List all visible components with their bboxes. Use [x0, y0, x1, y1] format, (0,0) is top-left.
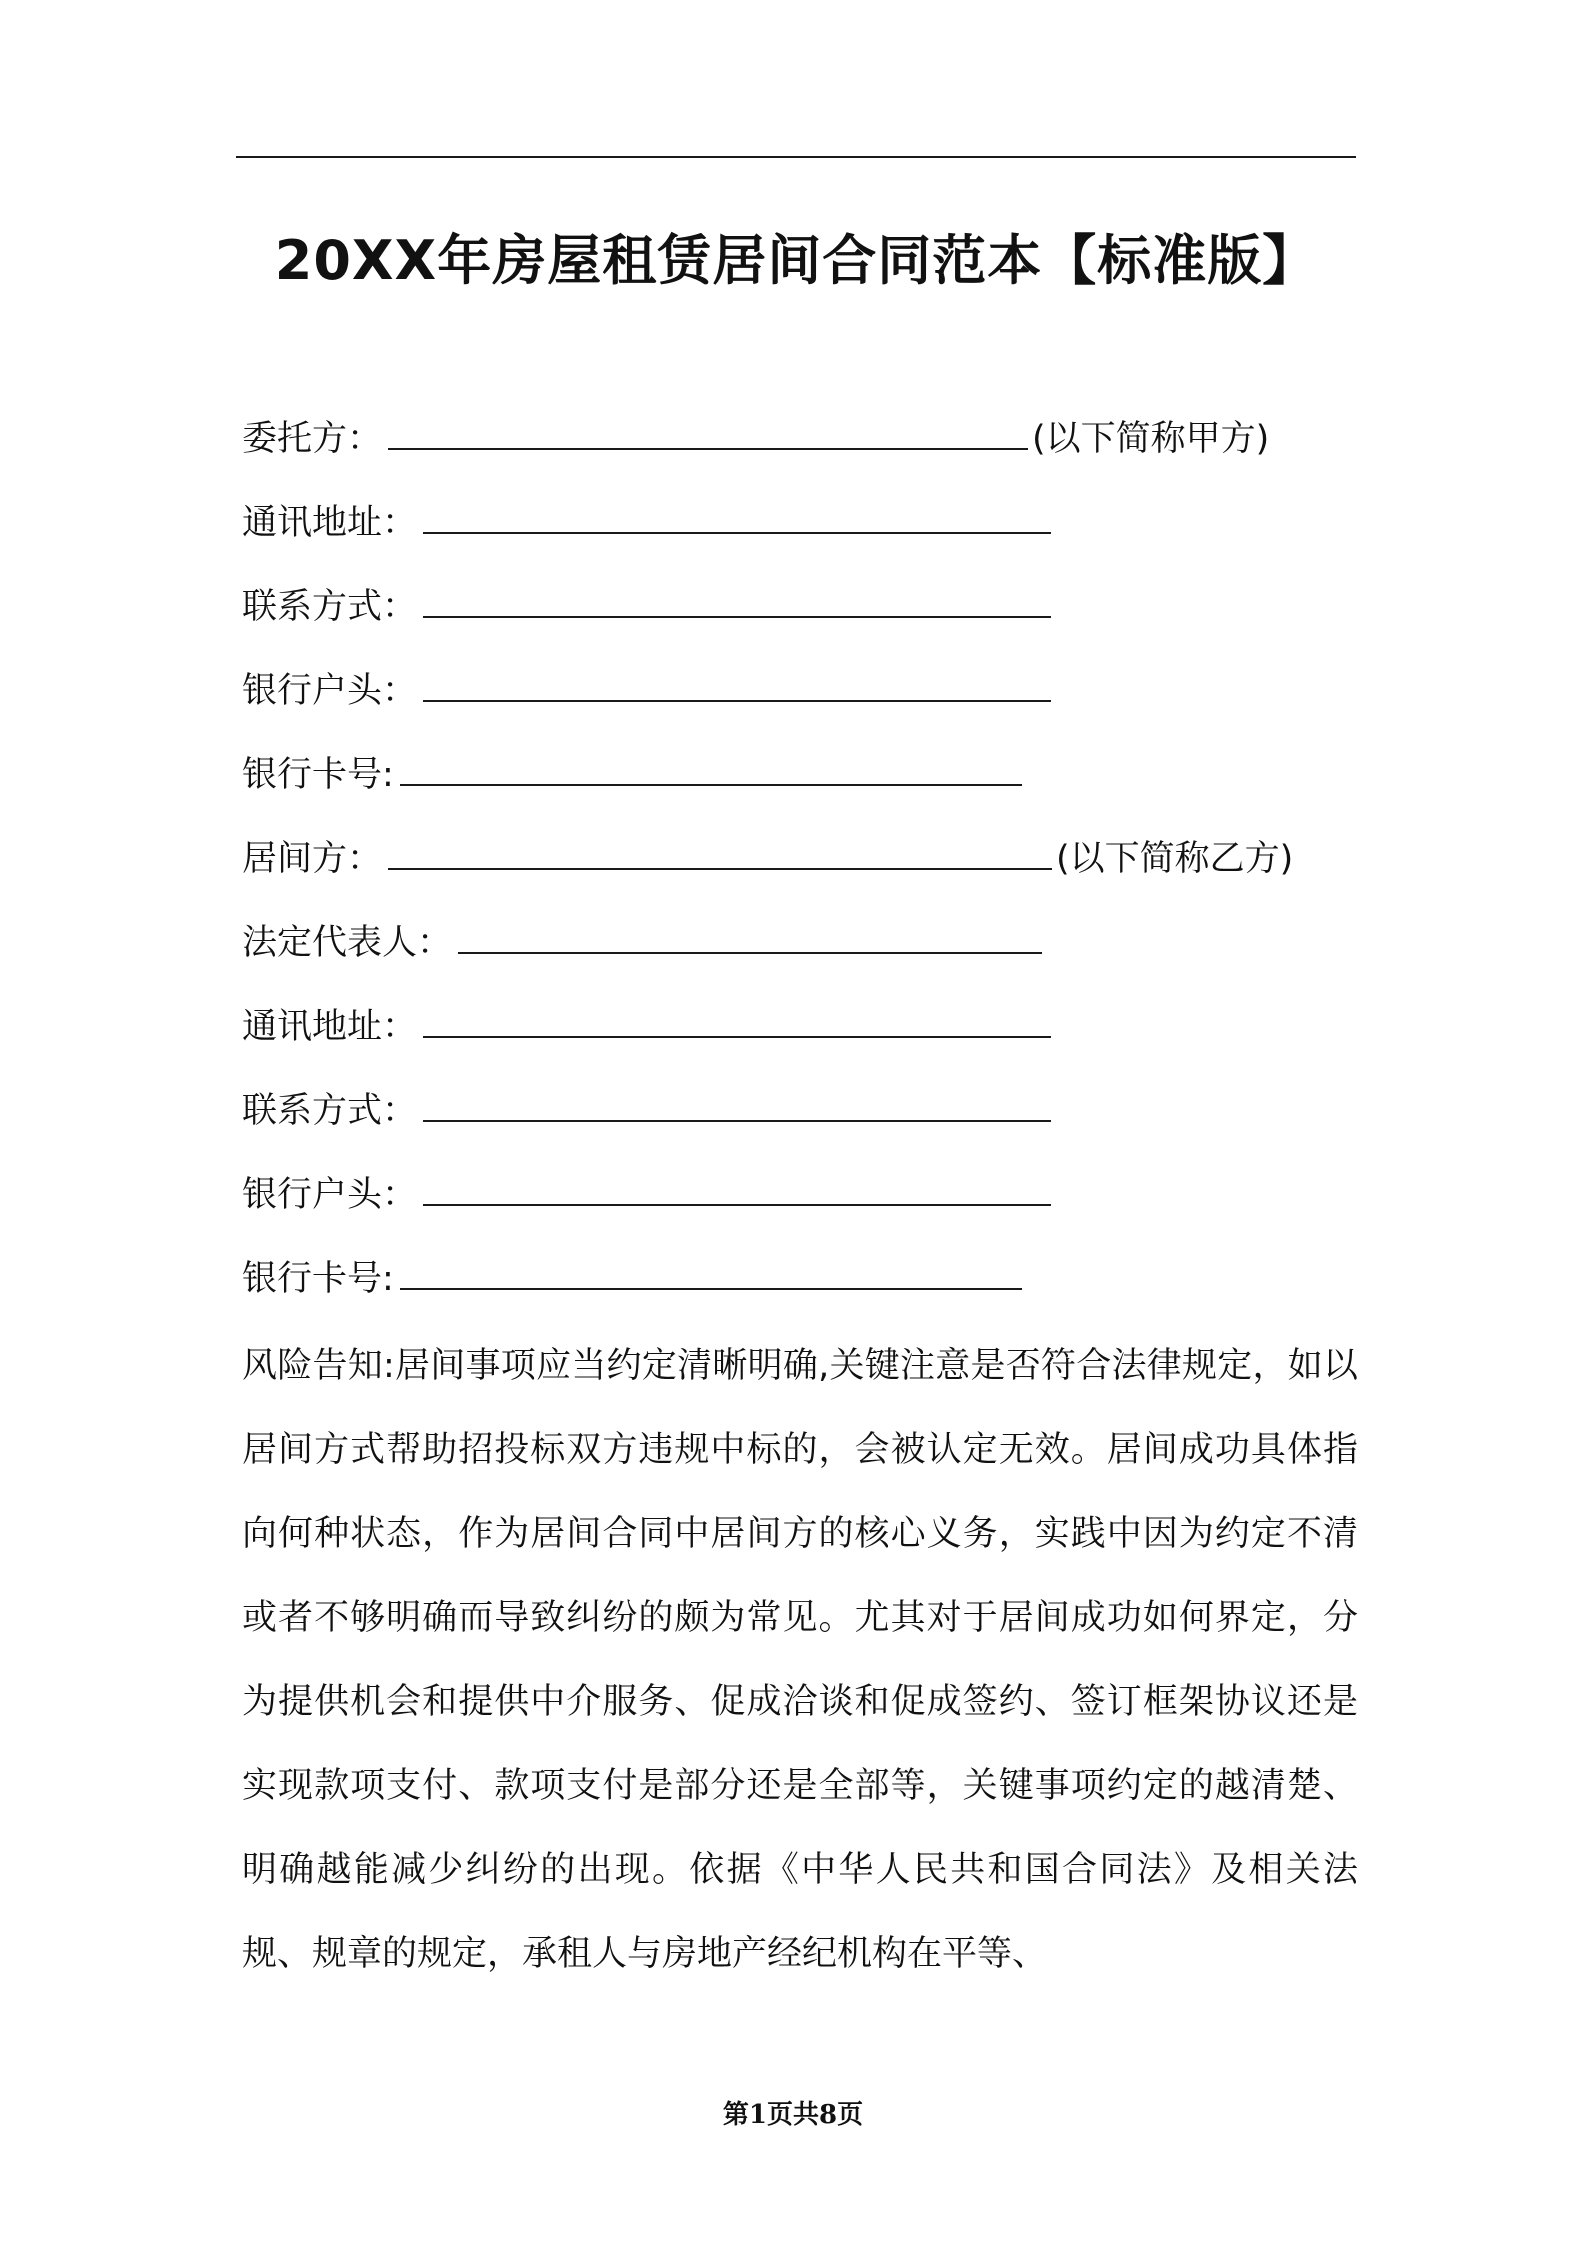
field-label: 联系方式：	[242, 587, 418, 627]
field-label: 通讯地址：	[242, 503, 418, 543]
fill-blank	[458, 912, 1042, 954]
fill-blank	[423, 1164, 1051, 1206]
field-row-broker-bank-account	[242, 1164, 1362, 1248]
field-label: 委托方：	[242, 419, 383, 459]
field-label: 联系方式：	[242, 1091, 418, 1131]
field-label: 法定代表人：	[242, 923, 453, 963]
field-label: 居间方：	[242, 839, 383, 879]
fill-blank	[388, 828, 1052, 870]
fill-blank	[423, 576, 1051, 618]
fill-blank	[423, 1080, 1051, 1122]
field-label: 银行户头：	[242, 1175, 418, 1215]
field-row-client-card-number	[242, 744, 1362, 828]
field-label: 银行卡号:	[242, 755, 394, 795]
field-note: (以下简称甲方)	[1032, 419, 1270, 459]
fill-blank	[400, 744, 1022, 786]
fill-blank	[423, 996, 1051, 1038]
field-row-broker-address	[242, 996, 1362, 1080]
page-number: 第1页共8页	[722, 2100, 864, 2130]
fill-blank	[400, 1248, 1022, 1290]
party-fields	[242, 408, 1362, 1332]
field-label: 银行卡号:	[242, 1259, 394, 1299]
field-row-broker-contact	[242, 1080, 1362, 1164]
field-note: (以下简称乙方)	[1056, 839, 1294, 879]
field-row-client	[242, 408, 1362, 492]
fill-blank	[388, 408, 1028, 450]
field-row-client-address	[242, 492, 1362, 576]
field-label: 银行户头：	[242, 671, 418, 711]
field-row-legal-representative	[242, 912, 1362, 996]
document-title: 20XX年房屋租赁居间合同范本【标准版】	[274, 229, 1318, 292]
risk-notice-paragraph: 风险告知:居间事项应当约定清晰明确,关键注意是否符合法律规定，如以居间方式帮助招投标双方违规中标的，会被认定无效。居间成功具体指向何种状态，作为居间合同中居间方的核心义务，实践中因为约定不清或者不够明确而导致纠纷的颇为常见。尤其对于居间成功如何界定，分为提供机会和提供中介服务、促成洽谈和促成签约、签订框架协议还是实现款项支付、款项支付是部分还是全部等，关键事项约定的越清楚、明确越能减少纠纷的出现。依据《中华人民共和国合同法》及相关法规、规章的规定，承租人与房地产经纪机构在平等、	[242, 1346, 1358, 1974]
field-label: 通讯地址：	[242, 1007, 418, 1047]
header-rule	[236, 156, 1356, 158]
field-row-broker-card-number	[242, 1248, 1362, 1332]
field-row-client-bank-account	[242, 660, 1362, 744]
field-row-client-contact	[242, 576, 1362, 660]
field-row-broker	[242, 828, 1362, 912]
fill-blank	[423, 492, 1051, 534]
fill-blank	[423, 660, 1051, 702]
